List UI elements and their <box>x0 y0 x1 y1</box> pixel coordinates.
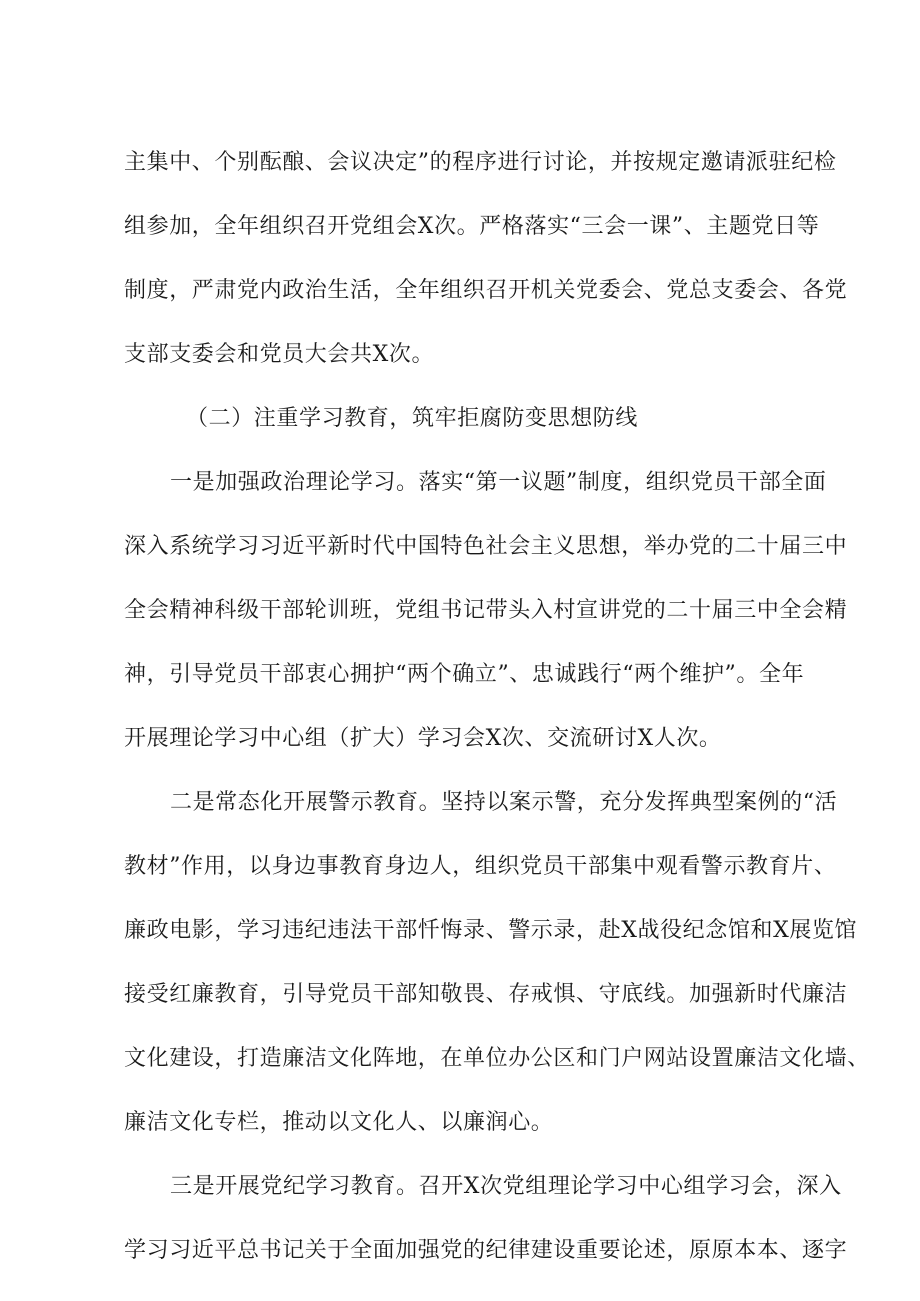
paragraph-line: 文化建设，打造廉洁文化阵地，在单位办公区和门户网站设置廉洁文化墙、 <box>124 1046 870 1071</box>
paragraph-line: 全会精神科级干部轮训班，党组书记带头入村宣讲党的二十届三中全会精 <box>124 598 848 623</box>
paragraph-line: 开展理论学习中心组（扩大）学习会X次、交流研讨X人次。 <box>124 726 722 751</box>
paragraph-line: 神，引导党员干部衷心拥护“两个确立”、忠诚践行“两个维护”。全年 <box>124 662 805 687</box>
paragraph-line: 一是加强政治理论学习。落实“第一议题”制度，组织党员干部全面 <box>170 470 827 495</box>
paragraph-line: 教材”作用，以身边事教育身边人，组织党员干部集中观看警示教育片、 <box>124 854 837 879</box>
section-heading: （二）注重学习教育，筑牢拒腐防变思想防线 <box>186 406 639 431</box>
paragraph-line: 制度，严肃党内政治生活，全年组织召开机关党委会、党总支委会、各党 <box>124 278 848 303</box>
paragraph-line: 深入系统学习习近平新时代中国特色社会主义思想，举办党的二十届三中 <box>124 534 848 559</box>
paragraph-line: 三是开展党纪学习教育。召开X次党组理论学习中心组学习会，深入 <box>170 1174 842 1199</box>
paragraph-line: 主集中、个别酝酿、会议决定”的程序进行讨论，并按规定邀请派驻纪检 <box>124 150 837 175</box>
paragraph-line: 接受红廉教育，引导党员干部知敬畏、存戒惧、守底线。加强新时代廉洁 <box>124 982 848 1007</box>
paragraph-line: 组参加，全年组织召开党组会X次。严格落实“三会一课”、主题党日等 <box>124 214 820 239</box>
paragraph-line: 二是常态化开展警示教育。坚持以案示警，充分发挥典型案例的“活 <box>170 790 838 815</box>
paragraph-line: 廉政电影，学习违纪违法干部忏悔录、警示录，赴X战役纪念馆和X展览馆 <box>124 918 858 943</box>
paragraph-line: 学习习近平总书记关于全面加强党的纪律建设重要论述，原原本本、逐字 <box>124 1238 848 1263</box>
paragraph-line: 廉洁文化专栏，推动以文化人、以廉润心。 <box>124 1110 554 1135</box>
paragraph-line: 支部支委会和党员大会共X次。 <box>124 342 435 367</box>
